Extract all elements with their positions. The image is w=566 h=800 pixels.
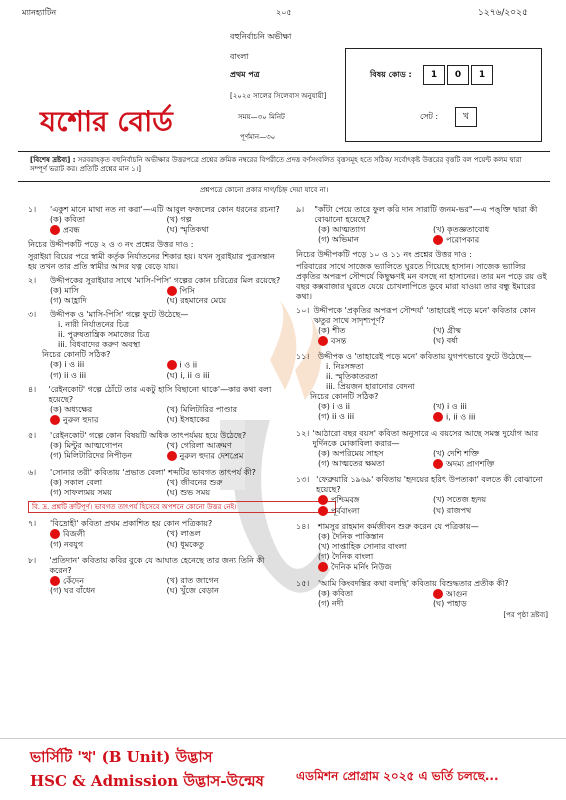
instructions bbox=[30, 156, 540, 174]
question-text: 'একুশ মানে মাথা নত না করা'—এটি আবুল ফজলের কোন ধরনের রচনা? bbox=[50, 205, 280, 214]
answer-mark bbox=[433, 235, 443, 245]
paper: প্রথম পত্র bbox=[230, 70, 260, 79]
answer-mark bbox=[433, 459, 443, 469]
option[interactable]: (গ) আহ্লাদি bbox=[50, 296, 87, 305]
page-number: ২০৫ bbox=[276, 8, 292, 17]
question-text: 'সোনার তরী' কবিতায় 'প্রভাত বেলা' শব্দটির ভাবগত তাৎপর্য কী? bbox=[50, 467, 256, 477]
option[interactable]: (খ) গ্রীষ্ম bbox=[433, 325, 461, 335]
statement: i. নিঃসঙ্গতা bbox=[326, 362, 364, 371]
stimulus: পরিবারের সাথে সাজেক ভ্যালিতে ঘুরতে গিয়েছে হাসান। সাজেক ভ্যালির প্রকৃতির অপরূপ সৌন্দর্যে কিছুক্ষণই মন বসছে না হাসানের। তার মন পড়ে রয় ওই বছর কক্সবাজার ঘুরতে যেয়ে চোখলাপিতে ডুবে মারা যাওয়া তার বন্ধু ইমারের কথা। bbox=[296, 261, 547, 301]
subject-code-digit-2: 0 bbox=[447, 65, 469, 85]
footer-brand-line-1: ভার্সিটি 'খ' (B Unit) উদ্ভাস bbox=[30, 748, 213, 766]
question-text: উদ্দীপকে 'প্রকৃতির অপরূপ সৌন্দর্য' 'তাহারেই পড়ে মনে' কবিতার কোন ঋতুর সাথে সাদৃশ্যপূর্ণ? bbox=[313, 305, 536, 325]
question-4: ৪। 'রেইনকোট' গল্পে ঠোঁটে তার একটু হাসি বিছানো থাকে'—কার কথা বলা হয়েছে? bbox=[28, 385, 283, 405]
stimulus: সুরাইয়া বিয়ের পরে স্বামী কর্তৃক নির্যাতনের শিকার হয়। যখন সুরাইয়ার পুত্রসন্তান হয় তখন তার প্রতি স্বামীর আদর যত্ন বেড়ে যায়। bbox=[28, 251, 275, 271]
answer-mark bbox=[318, 506, 328, 516]
answer-mark bbox=[167, 451, 177, 461]
correct-option[interactable]: বসন্ত bbox=[318, 336, 433, 347]
instructions-text: সরবরাহকৃত বহুনির্বাচনি অভীক্ষার উত্তরপত্রে প্রশ্নের ক্রমিক নম্বরের বিপরীতে প্রদত্ত বর্ণসংবলিত বৃত্তসমূহ হতে সঠিক/ সর্বোৎকৃষ্ট উত্তরের বৃত্তটি বল পয়েন্ট কলম দ্বারা সম্পূর্ণ ভরাট কর। প্রতিটি প্রশ্নের মান ১।] bbox=[30, 156, 522, 173]
answer-mark bbox=[50, 576, 60, 586]
answer-mark bbox=[318, 336, 328, 346]
correct-option[interactable]: অদম্য প্রাণশক্তি bbox=[433, 459, 548, 470]
option[interactable]: (ঘ) স্মৃতিকথা bbox=[166, 225, 209, 234]
marks: পূর্ণমান—৩০ bbox=[240, 133, 276, 141]
option[interactable]: (খ) দেশি শক্তি bbox=[433, 448, 479, 458]
option[interactable]: (খ) জীবনের শুরু bbox=[166, 477, 223, 487]
question-2: ২। উদ্দীপকের সুরাইয়ার সাথে 'মাসি-পিসি' গল্পের কোন চরিত্রের মিল রয়েছে? bbox=[28, 275, 281, 285]
option[interactable]: (ঘ) খুঁজে বেড়ান bbox=[166, 586, 219, 596]
option[interactable]: (ক) মিন্টুর আত্মগোপন bbox=[50, 441, 123, 450]
divider bbox=[18, 151, 550, 152]
option[interactable]: (গ) ii ও iii bbox=[318, 412, 355, 421]
stimulus-intro: নিচের উদ্দীপকটি পড়ে ২ ও ৩ নং প্রশ্নের উত্তর দাও : bbox=[28, 239, 194, 249]
set-value: খ bbox=[455, 107, 477, 127]
error-note: বি. দ্র. প্রশ্নটি ক্রটিপূর্ণ। ভাবগত তাৎপর্য হিসেবে অপশনে কোনো উত্তর নেই। bbox=[28, 501, 336, 514]
answer-mark bbox=[318, 495, 328, 505]
question-9: ৯। "কাঁটা পেয়ে তারে ফুল করি দান সারাটি জনম-ভর"—এ পঙ্‌ক্তি দ্বারা কী বোঝানো হয়েছে? bbox=[296, 205, 548, 225]
subject-code-digit-1: 1 bbox=[423, 65, 445, 85]
question-13: ১৩। 'ফেব্রুয়ারি ১৯৬৯' কবিতায় 'হৃদয়ের হরিৎ উপত্যকা' বলতে কী বোঝানো হয়েছে? bbox=[296, 475, 548, 495]
answer-mark bbox=[50, 415, 60, 425]
option[interactable]: (গ) ii ও iii bbox=[50, 370, 87, 380]
option[interactable]: (গ) সাফল্যময় সময় bbox=[50, 487, 112, 497]
which-prompt: নিচের কোনটি সঠিক? bbox=[310, 392, 379, 401]
option[interactable]: (ঘ) ধূমকেতু bbox=[166, 539, 204, 549]
option[interactable]: (খ) সাপ্তাহিক সোনার বাংলা bbox=[318, 542, 407, 551]
correct-option[interactable]: দৈনিক মর্নিং নিউজ bbox=[318, 562, 548, 573]
question-3: ৩। উদ্দীপক ও 'মাসি-পিসি' গল্পে ফুটে উঠেছে— bbox=[28, 310, 189, 319]
question-6: ৬। 'সোনার তরী' কবিতায় 'প্রভাত বেলা' শব্দটির ভাবগত তাৎপর্য কী? bbox=[28, 467, 256, 477]
question-11: ১১। উদ্দীপক ও 'তাহারেই পড়ে মনে' কবিতায় যুগপৎভাবে ফুটে উঠেছে— bbox=[296, 352, 532, 361]
answer-mark bbox=[433, 589, 443, 599]
option[interactable]: (গ) ঘর বাঁধেন bbox=[50, 586, 96, 596]
option[interactable]: (ক) কবিতা bbox=[318, 588, 354, 598]
question-text: উদ্দীপক ও 'মাসি-পিসি' গল্পে ফুটে উঠেছে— bbox=[50, 310, 189, 319]
answer-mark bbox=[50, 225, 60, 235]
next-page-note: [পর পৃষ্ঠা দ্রষ্টব্য] bbox=[503, 611, 548, 619]
correct-option[interactable]: পিসি bbox=[167, 286, 284, 297]
question-text: শামসুর রাহমান কর্মজীবন শুরু করেন যে পত্রিকায়— bbox=[318, 522, 479, 531]
statement: ii. স্মৃতিকাতরতা bbox=[326, 372, 378, 381]
correct-option[interactable]: পূর্ববাংলা bbox=[318, 506, 433, 517]
option[interactable]: (ঘ) বর্ষা bbox=[433, 335, 458, 345]
question-14: ১৪। শামসুর রাহমান কর্মজীবন শুরু করেন যে পত্রিকায়— bbox=[296, 522, 479, 531]
question-text: 'রেইনকোট' গল্পে ঠোঁটে তার একটু হাসি বিছানো থাকে'—কার কথা বলা হয়েছে? bbox=[48, 384, 272, 404]
option[interactable]: (ক) কবিতা bbox=[50, 215, 86, 224]
answer-mark bbox=[167, 360, 177, 370]
question-5: ৫। 'রেইনকোট' গল্পে কোন বিষয়টি অধিক তাৎপর্যময় হয়ে উঠেছে? bbox=[28, 431, 247, 440]
syllabus: [২০২৫ সালের সিলেবাস অনুযায়ী] bbox=[230, 92, 327, 100]
subject-code-label: বিষয় কোড : bbox=[370, 70, 412, 79]
question-text: 'ফেব্রুয়ারি ১৯৬৯' কবিতায় 'হৃদয়ের হরিৎ উপত্যকা' বলতে কী বোঝানো হয়েছে? bbox=[316, 475, 543, 494]
question-text: 'প্রতিদান' কবিতায় কবির বুকে যে আঘাত হেনেছে তার জন্য তিনি কী করেন? bbox=[49, 555, 265, 575]
option[interactable]: (গ) মিলিটারিদের নিপীড়ন bbox=[50, 451, 133, 460]
divider bbox=[18, 181, 550, 182]
correct-option[interactable]: কেঁদেন bbox=[50, 576, 167, 587]
option[interactable]: (খ) সতেজ হৃদয় bbox=[433, 495, 487, 504]
answer-mark bbox=[50, 529, 60, 539]
option[interactable]: (খ) গল্প bbox=[166, 215, 192, 224]
correct-option[interactable]: বিজলী bbox=[50, 529, 167, 540]
statement: iii. বিধবাদের করুণ অবস্থা bbox=[58, 340, 141, 349]
correct-option[interactable]: i ও ii bbox=[167, 360, 284, 371]
subject: বাংলা bbox=[230, 52, 249, 61]
board-title: যশোর বোর্ড bbox=[40, 105, 173, 138]
subject-code-digit-3: 1 bbox=[471, 65, 493, 85]
exam-type: বহুনির্বাচনি অভীক্ষা bbox=[230, 32, 292, 41]
question-15: ১৫। 'আমি কিংবদন্তির কথা বলছি' কবিতায় বিশুদ্ধতার প্রতীক কী? bbox=[296, 578, 509, 588]
question-text: উদ্দীপকের সুরাইয়ার সাথে 'মাসি-পিসি' গল্পের কোন চরিত্রের মিল রয়েছে? bbox=[50, 275, 281, 285]
option[interactable]: (ক) দৈনিক পাকিস্তান bbox=[318, 532, 384, 541]
stimulus-intro: নিচের উদ্দীপকটি পড়ে ১০ ও ১১ নং প্রশ্নের উত্তর দাও : bbox=[296, 249, 472, 259]
option[interactable]: (ঘ) পাহাড় bbox=[433, 599, 467, 608]
statement: i. নারী নির্যাতনের চিত্র bbox=[58, 320, 130, 329]
question-text: 'আঠারো বছর বয়স' কবিতা অনুসারে এ বয়সের আছে সমস্ত দুর্যোগ আর দুর্দিনকে মোকাবিলা করার— bbox=[312, 428, 539, 448]
option[interactable]: (গ) অভিমান bbox=[318, 235, 359, 244]
left-column bbox=[28, 205, 283, 596]
option[interactable]: (ক) অপরিমেয় সাহস bbox=[318, 448, 384, 458]
option[interactable]: (ক) অধ্যক্ষের bbox=[50, 404, 93, 414]
statement: ii. পুরুষতান্ত্রিক সমাজের চিত্র bbox=[58, 330, 150, 339]
option[interactable]: (খ) রাত জাগেন bbox=[166, 575, 219, 585]
question-text: 'বিদ্রোহী' কবিতা প্রথম প্রকাশিত হয় কোন পত্রিকায়? bbox=[50, 519, 213, 529]
option[interactable]: (গ) নদী bbox=[318, 599, 344, 608]
option[interactable]: (ক) i ও iii bbox=[50, 360, 85, 369]
option[interactable]: (ক) মাসি bbox=[50, 285, 79, 295]
option[interactable]: (ক) আত্মত্যাগ bbox=[318, 225, 366, 234]
answer-mark bbox=[318, 562, 328, 572]
correct-option[interactable]: i, ii ও iii bbox=[433, 412, 548, 423]
correct-option[interactable]: পশ্চিমবঙ্গ bbox=[318, 495, 433, 506]
option[interactable]: (ঘ) রহমানের মেয়ে bbox=[166, 296, 227, 305]
code-box bbox=[345, 48, 542, 142]
question-text: "কাঁটা পেয়ে তারে ফুল করি দান সারাটি জনম-ভর"—এ পঙ্‌ক্তি দ্বারা কী বোঝানো হয়েছে? bbox=[314, 205, 538, 224]
option[interactable]: (ক) i ও ii bbox=[318, 402, 351, 411]
option[interactable]: (খ) i ও iii bbox=[433, 402, 467, 411]
question-text: 'রেইনকোট' গল্পে কোন বিষয়টি অধিক তাৎপর্যময় হয়ে উঠেছে? bbox=[50, 431, 247, 440]
question-7: ৭। 'বিদ্রোহী' কবিতা প্রথম প্রকাশিত হয় কোন পত্রিকায়? bbox=[28, 519, 213, 529]
set-label: সেট : bbox=[420, 112, 439, 121]
right-column bbox=[296, 205, 548, 620]
option[interactable]: (ঘ) রাজপথ bbox=[433, 505, 472, 515]
correct-option[interactable]: নুরুল হুদার bbox=[50, 415, 167, 426]
statement: iii. প্রিয়জন হারানোর বেদনা bbox=[326, 382, 415, 391]
option[interactable]: (গ) আত্মতের ক্ষমতা bbox=[318, 458, 385, 468]
header-left: ম্যানহ্যাটিন bbox=[22, 8, 57, 17]
option[interactable]: (গ) নবযুগ bbox=[50, 539, 84, 549]
option[interactable]: (ক) সকাল বেলা bbox=[50, 477, 103, 487]
answer-mark bbox=[167, 286, 177, 296]
correct-option[interactable]: প্রবন্ধ bbox=[50, 225, 167, 236]
exam-code: ১২৭৬/২০২৫ bbox=[478, 8, 528, 18]
option[interactable]: (খ) কৃতজ্ঞতাবোধ bbox=[433, 225, 490, 234]
correct-option[interactable]: নুরুল হুদার দেশপ্রেম bbox=[167, 451, 284, 462]
answer-mark bbox=[433, 412, 443, 422]
question-1: ১। 'একুশ মানে মাথা নত না করা'—এটি আবুল ফজলের কোন ধরনের রচনা? bbox=[28, 205, 280, 214]
question-text: উদ্দীপক ও 'তাহারেই পড়ে মনে' কবিতায় যুগপৎভাবে ফুটে উঠেছে— bbox=[318, 352, 532, 361]
instructions-note: প্রশ্নপত্রে কোনো প্রকার দাগ/চিহ্ন দেয়া যাবে না। bbox=[200, 186, 329, 194]
option[interactable]: (খ) গেরিলা আক্রমণ bbox=[166, 441, 232, 450]
question-12: ১২। 'আঠারো বছর বয়স' কবিতা অনুসারে এ বয়সের আছে সমস্ত দুর্যোগ আর দুর্দিনকে মোকাবিলা করার— bbox=[296, 429, 548, 449]
correct-option[interactable]: পরোপকার bbox=[433, 235, 548, 246]
time: সময়—৩০ মিনিট bbox=[238, 113, 285, 121]
option[interactable]: (ক) শীত bbox=[318, 325, 346, 335]
question-8: ৮। 'প্রতিদান' কবিতায় কবির বুকে যে আঘাত হেনেছে তার জন্য তিনি কী করেন? bbox=[28, 556, 283, 576]
correct-option[interactable]: আগুন bbox=[433, 589, 548, 600]
question-10: ১০। উদ্দীপকে 'প্রকৃতির অপরূপ সৌন্দর্য' 'তাহারেই পড়ে মনে' কবিতার কোন ঋতুর সাথে সাদৃশ্যপূর্ণ? bbox=[296, 306, 548, 326]
footer-divider bbox=[0, 738, 566, 739]
option[interactable]: (ঘ) ইসহাকের bbox=[166, 414, 210, 424]
option[interactable]: (গ) দৈনিক বাংলা bbox=[318, 552, 374, 561]
option[interactable]: (ঘ) i, ii ও iii bbox=[166, 370, 210, 380]
footer-brand-line-2: HSC & Admission উদ্ভাস-উন্মেষ bbox=[30, 772, 264, 790]
question-text: 'আমি কিংবদন্তির কথা বলছি' কবিতায় বিশুদ্ধতার প্রতীক কী? bbox=[318, 578, 509, 588]
option[interactable]: (খ) মিলিটারির পাণ্ডার bbox=[166, 404, 238, 414]
option[interactable]: (খ) লাঙল bbox=[166, 529, 201, 539]
footer-admission-ad: এডমিশন প্রোগ্রাম ২০২৫ এ ভর্তি চলছে... bbox=[296, 769, 499, 783]
which-prompt: নিচের কোনটি সঠিক? bbox=[42, 350, 111, 359]
option[interactable]: (ঘ) শুভ সময় bbox=[166, 487, 211, 497]
instructions-label: [বিশেষ দ্রষ্টব্য] : bbox=[30, 156, 76, 164]
